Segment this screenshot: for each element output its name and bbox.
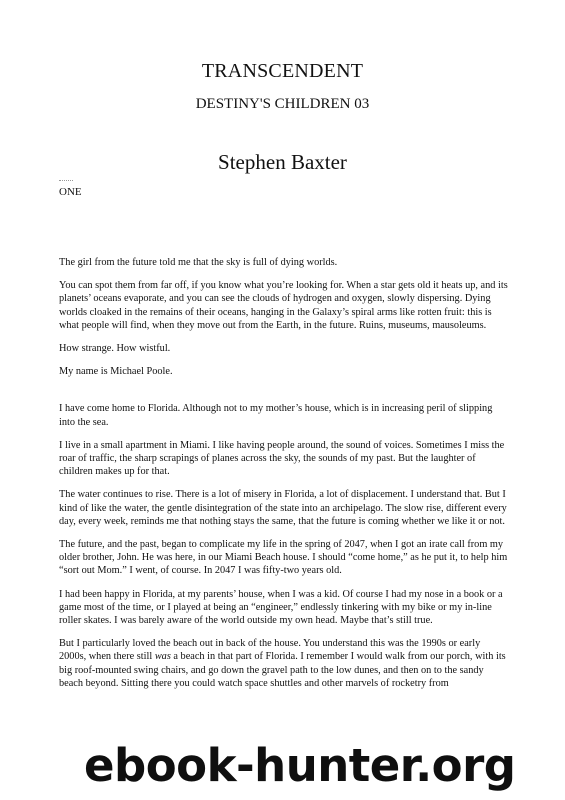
paragraph: The future, and the past, began to complicate my life in the spring of 2047, when I got an irate call from my older brother, John. He was here, in our Miami Beach house. I should “come home,” as he put it, to help him “sort out Mom.” I went, of course. In 2047 I was fifty-two years old. [59, 539, 508, 577]
paragraph: I had been happy in Florida, at my parents’ house, when I was a kid. Of course I had my nose in a book or a game most of the time, or I played at being an “engineer,” endlessly tinkering with my bike or my in-line roller skates. I was barely aware of the world outside my own head. Maybe that’s still true. [59, 588, 503, 627]
body-text [59, 256, 509, 700]
paragraph-text: a beach in that part of Florida. I remember I would walk from our porch, with its big roof-mounted swing chairs, and go down the gravel path to the low dunes, and then on to the sandy beach beyond. Sitting there you could watch space shuttles and other marvels of rocketry from [59, 651, 506, 689]
chapter-mark [59, 180, 73, 183]
book-title: TRANSCENDENT [201, 60, 364, 82]
paragraph: I live in a small apartment in Miami. I like having people around, the sound of voices. Sometimes I miss the roar of traffic, the sharp scrapings of planes across the sky, the sounds of my past. But the laughter of children makes up for that. [59, 439, 505, 478]
chapter-heading: ONE [59, 186, 82, 198]
paragraph: You can spot them from far off, if you know what you’re looking for. When a star gets old it heats up, and its planets’ oceans evaporate, and you can see the clouds of hydrogen and oxygen, slowly dispersing. Dying worlds cloaked in the remains of their oceans, hanging in the Galaxy’s spiral arms like rotten fruit: this is what people will find, when they move out from the Earth, in the future. Ruins, museums, mausoleums. [59, 280, 508, 331]
watermark: ebook-hunter.org [84, 736, 564, 796]
paragraph-text: But I particularly loved the beach out in back of the house. You understand this was the 1990s or early 2000s, when there still [59, 638, 481, 663]
paragraph: The girl from the future told me that the sky is full of dying worlds. [59, 257, 338, 268]
paragraph: I have come home to Florida. Although not to my mother’s house, which is in increasing peril of slipping into the sea. [59, 403, 493, 428]
series-title: DESTINY'S CHILDREN 03 [195, 96, 370, 112]
paragraph [59, 637, 509, 690]
author-name: Stephen Baxter [218, 150, 347, 174]
paragraph: The water continues to rise. There is a lot of misery in Florida, a lot of displacement. I understand that. But I kind of like the water, the gentle disintegration of the state into an archipelago. The slow rise, different every day, every week, reminds me that nothing stays the same, that the future is coming whether we like it or not. [59, 489, 507, 527]
paragraph: My name is Michael Poole. [59, 366, 173, 378]
paragraph: How strange. How wistful. [59, 343, 171, 355]
emphasis-text: was [154, 651, 171, 663]
